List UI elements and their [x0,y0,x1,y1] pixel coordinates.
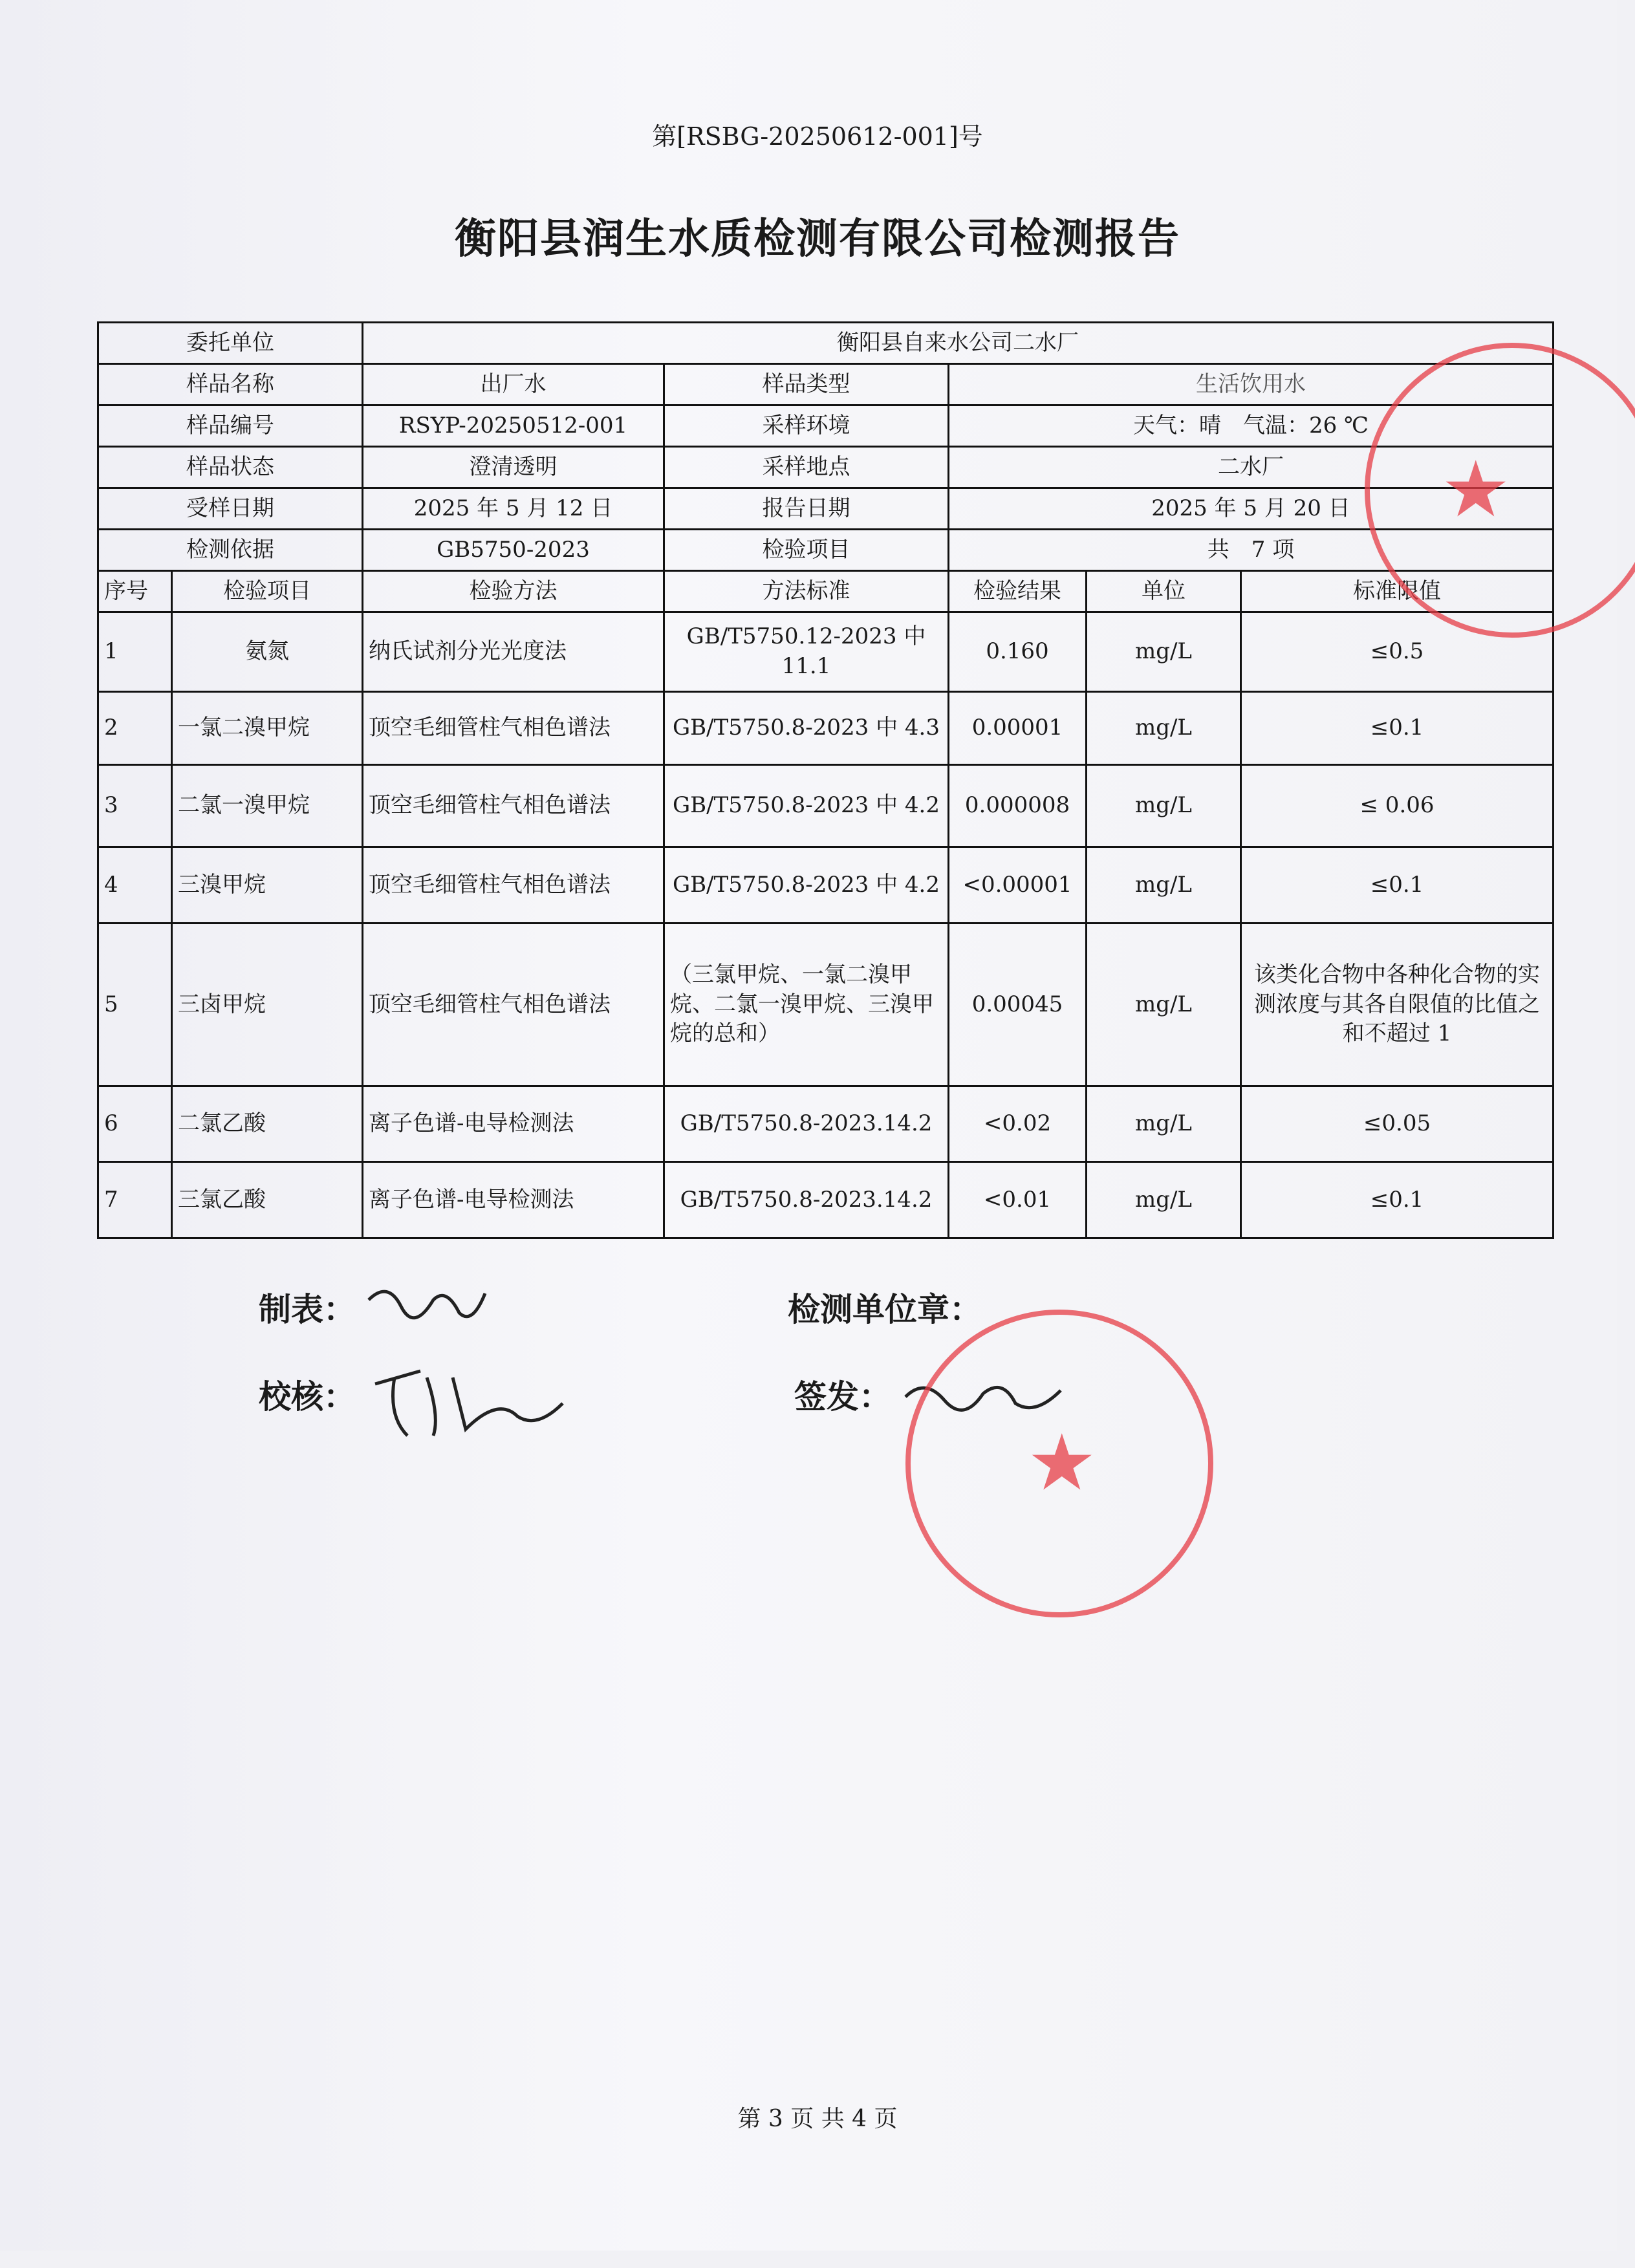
table-cell: 4 [98,847,172,923]
table-cell: 7 [98,1162,172,1238]
info-label: 样品状态 [98,447,363,488]
table-cell: 氨氮 [172,612,363,692]
column-header: 序号 [98,571,172,612]
table-cell: GB/T5750.8-2023 中 4.2 [664,765,949,847]
column-header: 检验结果 [949,571,1087,612]
column-header: 标准限值 [1241,571,1554,612]
info-value: 生活饮用水 [949,364,1554,405]
info-label: 受样日期 [98,488,363,530]
table-row [98,612,1554,692]
table-cell: ≤ 0.06 [1241,765,1554,847]
info-label: 样品编号 [98,405,363,447]
table-cell: 离子色谱-电导检测法 [363,1086,664,1162]
table-cell: 0.160 [949,612,1087,692]
table-cell: mg/L [1087,1086,1241,1162]
table-cell: ≤0.05 [1241,1086,1554,1162]
table-cell: 该类化合物中各种化合物的实测浓度与其各自限值的比值之和不超过 1 [1241,923,1554,1086]
table-cell: 0.00001 [949,692,1087,765]
stamp-label: 检测单位章： [788,1290,982,1328]
results-header-row [98,571,1554,612]
table-cell: 二氯一溴甲烷 [172,765,363,847]
table-cell: 离子色谱-电导检测法 [363,1162,664,1238]
table-row [98,847,1554,923]
table-cell: mg/L [1087,1162,1241,1238]
info-value: 衡阳县自来水公司二水厂 [363,323,1554,364]
star-icon: ★ [1027,1418,1097,1508]
table-cell: 纳氏试剂分光光度法 [363,612,664,692]
page-number: 第 3 页 共 4 页 [737,2106,898,2132]
info-label: 采样环境 [664,405,949,447]
info-row [98,405,1554,447]
table-cell: 5 [98,923,172,1086]
table-cell: 0.00045 [949,923,1087,1086]
column-header: 检验方法 [363,571,664,612]
info-value: 出厂水 [363,364,664,405]
info-label: 委托单位 [98,323,363,364]
table-cell: ≤0.1 [1241,692,1554,765]
column-header: 方法标准 [664,571,949,612]
table-row [98,692,1554,765]
info-row [98,447,1554,488]
reviewed-by-label: 校核： [259,1377,356,1416]
table-cell: 顶空毛细管柱气相色谱法 [363,692,664,765]
table-cell: mg/L [1087,612,1241,692]
issued-by-label: 签发： [794,1377,891,1416]
info-value: 共 7 项 [949,530,1554,571]
table-cell: mg/L [1087,765,1241,847]
info-label: 报告日期 [664,488,949,530]
info-label: 样品名称 [98,364,363,405]
table-cell: GB/T5750.8-2023.14.2 [664,1162,949,1238]
info-label: 采样地点 [664,447,949,488]
info-label: 检测依据 [98,530,363,571]
info-row [98,488,1554,530]
table-cell: <0.00001 [949,847,1087,923]
table-cell: 二氯乙酸 [172,1086,363,1162]
info-value: 澄清透明 [363,447,664,488]
table-cell: ≤0.1 [1241,1162,1554,1238]
table-cell: 三溴甲烷 [172,847,363,923]
prepared-by-label: 制表： [259,1290,356,1328]
table-cell: mg/L [1087,692,1241,765]
table-cell: mg/L [1087,847,1241,923]
info-row [98,364,1554,405]
prepared-signature [362,1274,492,1339]
table-cell: 顶空毛细管柱气相色谱法 [363,847,664,923]
table-cell: 顶空毛细管柱气相色谱法 [363,765,664,847]
table-cell: mg/L [1087,923,1241,1086]
table-cell: ≤0.1 [1241,847,1554,923]
table-cell: 顶空毛细管柱气相色谱法 [363,923,664,1086]
table-cell: 0.000008 [949,765,1087,847]
page-title: 衡阳县润生水质检测有限公司检测报告 [455,215,1180,263]
table-cell: GB/T5750.8-2023 中 4.3 [664,692,949,765]
table-cell: <0.02 [949,1086,1087,1162]
report-table [97,321,1554,1239]
info-value: RSYP-20250512-001 [363,405,664,447]
table-cell: 2 [98,692,172,765]
info-value: 天气：晴 气温：26 ℃ [949,405,1554,447]
column-header: 检验项目 [172,571,363,612]
info-value: 2025 年 5 月 20 日 [949,488,1554,530]
table-cell: 3 [98,765,172,847]
table-row [98,765,1554,847]
table-cell: GB/T5750.8-2023.14.2 [664,1086,949,1162]
table-cell: 一氯二溴甲烷 [172,692,363,765]
reviewed-signature [369,1358,576,1442]
table-cell: GB/T5750.12-2023 中 11.1 [664,612,949,692]
table-cell: 1 [98,612,172,692]
info-row [98,323,1554,364]
table-cell: ≤0.5 [1241,612,1554,692]
table-row [98,1086,1554,1162]
info-value: 2025 年 5 月 12 日 [363,488,664,530]
official-stamp [905,1310,1213,1617]
table-cell: （三氯甲烷、一氯二溴甲烷、二氯一溴甲烷、三溴甲烷的总和） [664,923,949,1086]
table-cell: <0.01 [949,1162,1087,1238]
table-cell: GB/T5750.8-2023 中 4.2 [664,847,949,923]
info-label: 样品类型 [664,364,949,405]
info-value: 二水厂 [949,447,1554,488]
column-header: 单位 [1087,571,1241,612]
table-row [98,923,1554,1086]
star-icon: ★ [1441,445,1511,535]
report-number: 第[RSBG-20250612-001]号 [652,122,983,151]
table-cell: 三卤甲烷 [172,923,363,1086]
info-value: GB5750-2023 [363,530,664,571]
info-label: 检验项目 [664,530,949,571]
table-cell: 6 [98,1086,172,1162]
table-row [98,1162,1554,1238]
table-cell: 三氯乙酸 [172,1162,363,1238]
info-row [98,530,1554,571]
